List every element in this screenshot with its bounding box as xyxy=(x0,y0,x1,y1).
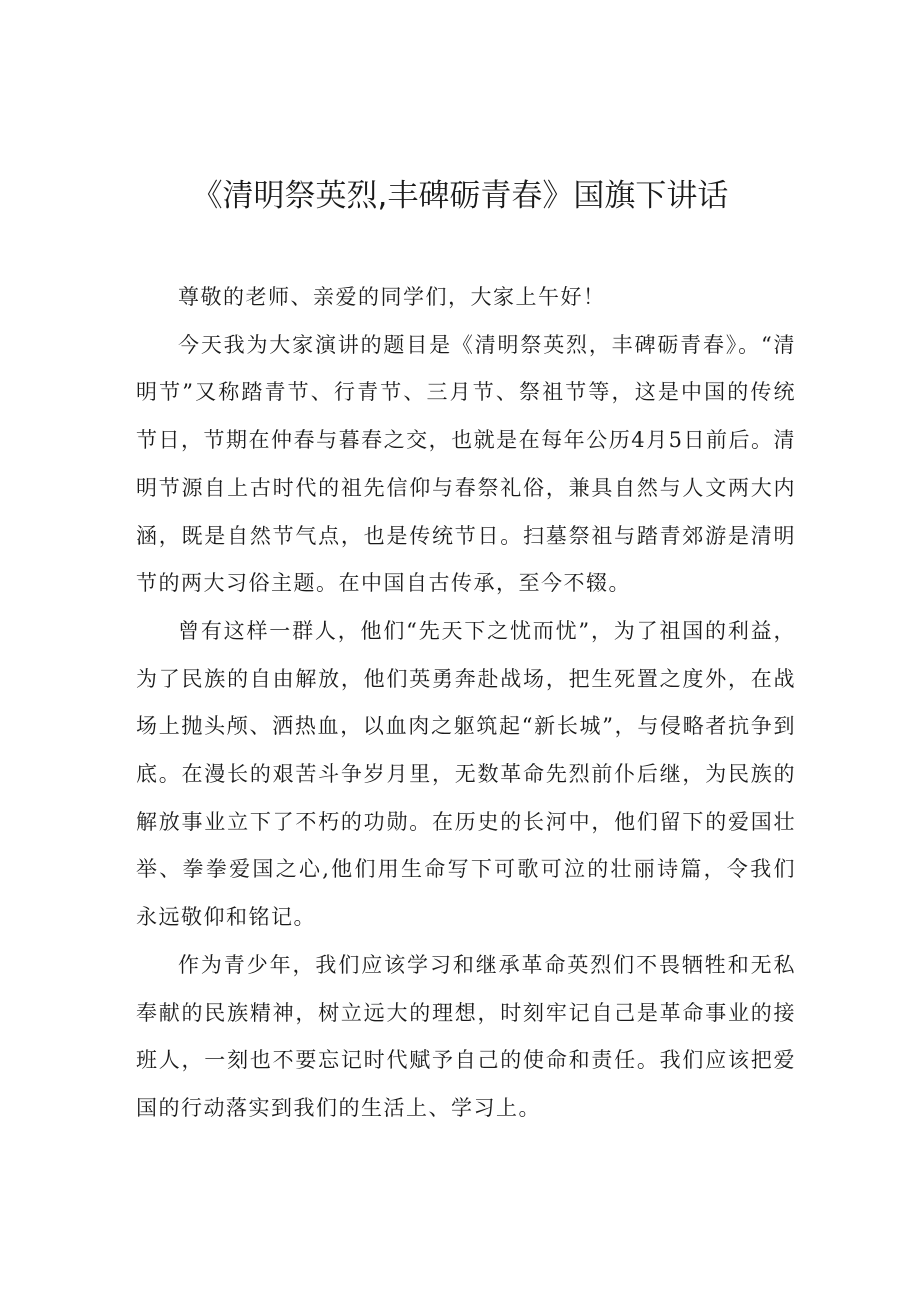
paragraph-youth: 作为青少年，我们应该学习和继承革命英烈们不畏牺牲和无私奉献的民族精神，树立远大的理想，时刻牢记自己是革命事业的接班人，一刻也不要忘记时代赋予自己的使命和责任。我们应该把爱国的行动落实到我们的生活上、学习上。 xyxy=(136,952,796,1120)
paragraph-qingming-intro: 今天我为大家演讲的题目是《清明祭英烈，丰碑砺青春》。“清明节”又称踏青节、行青节、三月节、祭祖节等，这是中国的传统节日，节期在仲春与暮春之交，也就是在每年公历4月5日前后。清明节源自上古时代的祖先信仰与春祭礼俗，兼具自然与人文两大内涵，既是自然节气点，也是传统节日。扫墓祭祖与踏青郊游是清明节的两大习俗主题。在中国自古传承，至今不辍。 xyxy=(136,332,796,596)
document-title: 《清明祭英烈,丰碑砺青春》国旗下讲话 xyxy=(191,178,729,214)
paragraph-greeting: 尊敬的老师、亲爱的同学们，大家上午好！ xyxy=(178,285,606,309)
paragraph-martyrs: 曾有这样一群人，他们“先天下之忧而忧”，为了祖国的利益，为了民族的自由解放，他们英勇奔赴战场，把生死置之度外，在战场上抛头颅、洒热血，以血肉之躯筑起“新长城”，与侵略者抗争到底。在漫长的艰苦斗争岁月里，无数革命先烈前仆后继，为民族的解放事业立下了不朽的功勋。在历史的长河中，他们留下的爱国壮举、拳拳爱国之心,他们用生命写下可歌可泣的壮丽诗篇，令我们永远敬仰和铭记。 xyxy=(136,618,796,930)
document-body xyxy=(136,274,796,1133)
